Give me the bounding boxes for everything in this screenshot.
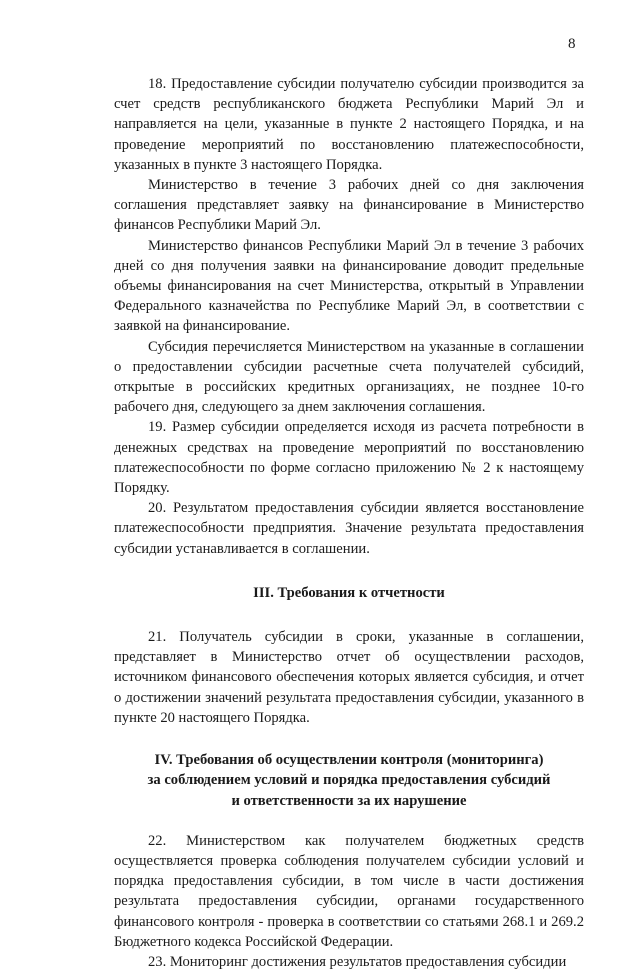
paragraph-subsidy-transfer: Субсидия перечисляется Министерством на указанные в соглашении о предоставлении субсидии расчетные счета получателей субсидий, открытые в российских кредитных организациях, не позднее 10-го рабочего дня, следующего за днем заключения соглашения. — [114, 338, 584, 416]
paragraph-ministry-request: Министерство в течение 3 рабочих дней со дня заключения соглашения представляет заявку на финансирование в Министерство финансов Республики Марий Эл. — [114, 177, 584, 234]
section-3-title: III. Требования к отчетности — [253, 584, 445, 601]
section-4-title-line-2: за соблюдением условий и порядка предоставления субсидий — [147, 772, 551, 789]
document-body — [114, 74, 584, 972]
section-4-title-line-3: и ответственности за их нарушение — [231, 792, 467, 809]
paragraph-23: 23. Мониторинг достижения результатов предоставления субсидии — [148, 953, 567, 970]
paragraph-19: 19. Размер субсидии определяется исходя из расчета потребности в денежных средствах на проведение мероприятий по восстановлению платежеспособности по форме согласно приложению № 2 к настоящему Порядку. — [114, 419, 584, 497]
paragraph-21: 21. Получатель субсидии в сроки, указанные в соглашении, представляет в Министерство отчет об осуществлении расходов, источником финансового обеспечения которых является субсидия, и отчет о достижении значений результата предоставления субсидии, указанного в пункте 20 настоящего Порядка. — [114, 629, 584, 726]
section-4-title — [114, 750, 584, 811]
page-number: 8 — [568, 36, 576, 52]
paragraph-20: 20. Результатом предоставления субсидии является восстановление платежеспособности предприятия. Значение результата предоставления субсидии устанавливается в соглашении. — [114, 500, 584, 557]
paragraph-22: 22. Министерством как получателем бюджетных средств осуществляется проверка соблюдения получателем субсидии условий и порядка предоставления субсидии, в том числе в части достижения результата предоставления субсидии, органами государственного финансового контроля - проверка в соответствии со статьями 268.1 и 269.2 Бюджетного кодекса Российской Федерации. — [114, 832, 584, 950]
paragraph-18: 18. Предоставление субсидии получателю субсидии производится за счет средств республиканского бюджета Республики Марий Эл и направляется на цели, указанные в пункте 2 настоящего Порядка, и на проведение мероприятий по восстановлению платежеспособности, указанных в пункте 3 настоящего Порядка. — [114, 76, 584, 173]
paragraph-finance-ministry: Министерство финансов Республики Марий Эл в течение 3 рабочих дней со дня получения заявки на финансирование доводит предельные объемы финансирования на счет Министерства, открытый в Управлении Федерального казначейства по Республике Марий Эл, в соответствии с заявкой на финансирование. — [114, 237, 584, 335]
section-4-title-line-1: IV. Требования об осуществлении контроля (мониторинга) — [154, 752, 544, 769]
